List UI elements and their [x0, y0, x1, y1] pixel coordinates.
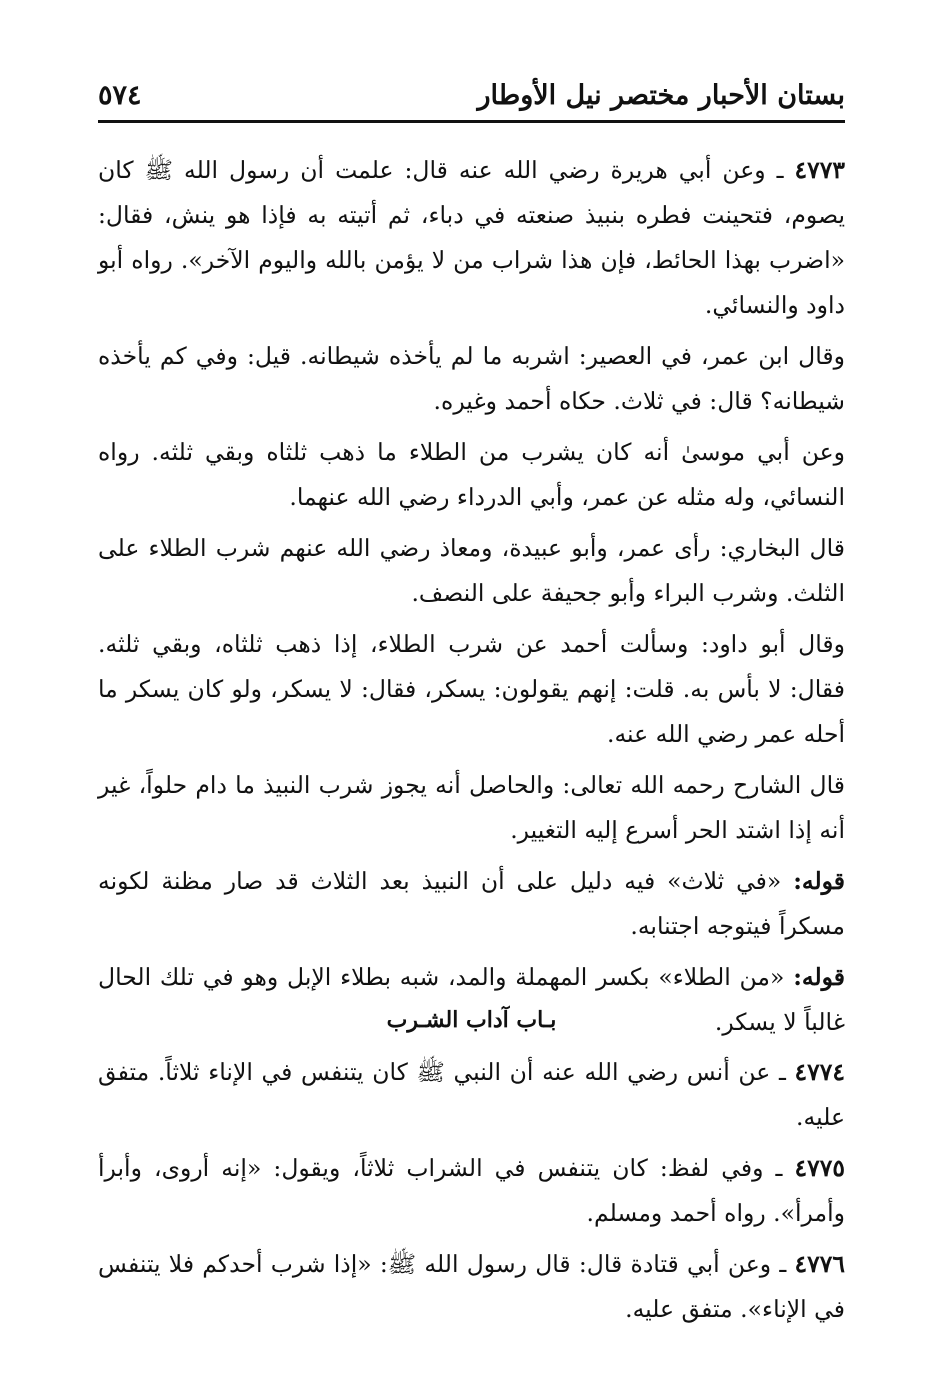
paragraph	[98, 430, 845, 520]
section-text	[98, 1050, 845, 1338]
hadith-paragraph	[98, 1242, 845, 1332]
paragraph-text: «من الطلاء» بكسر المهملة والمد، شبه بطلاء الإبل وهو في تلك الحال غالباً لا يسكر.	[98, 963, 845, 1036]
paragraph-text: ـ عن أنس رضي الله عنه أن النبي ﷺ كان يتنفس في الإناء ثلاثاً. متفق عليه.	[98, 1058, 845, 1131]
paragraph-text: وقال أبو داود: وسألت أحمد عن شرب الطلاء، إذا ذهب ثلثاه، وبقي ثلثه. فقال: لا بأس به. قلت: إنهم يقولون: يسكر، فقال: لا يسكر، ولو كان يسكر ما أحله عمر رضي الله عنه.	[98, 630, 845, 748]
paragraph-text: قال البخاري: رأى عمر، وأبو عبيدة، ومعاذ رضي الله عنهم شرب الطلاء على الثلث. وشرب البراء وأبو جحيفة على النصف.	[98, 534, 845, 607]
hadith-number: ٤٧٧٦	[794, 1250, 845, 1278]
main-text	[98, 148, 845, 1051]
hadith-paragraph	[98, 1146, 845, 1236]
running-header	[98, 72, 845, 123]
paragraph	[98, 334, 845, 424]
paragraph-text: وعن أبي موسىٰ أنه كان يشرب من الطلاء ما ذهب ثلثاه وبقي ثلثه. رواه النسائي، وله مثله عن عمر، وأبي الدرداء رضي الله عنهما.	[98, 438, 845, 511]
commentary-lead: قوله:	[793, 867, 845, 895]
paragraph-text: ـ وفي لفظ: كان يتنفس في الشراب ثلاثاً، ويقول: «إنه أروى، وأبرأ وأمرأ». رواه أحمد ومسلم.	[98, 1154, 845, 1227]
hadith-paragraph	[98, 148, 845, 328]
paragraph-text: ـ وعن أبي هريرة رضي الله عنه قال: علمت أن رسول الله ﷺ كان يصوم، فتحينت فطره بنبيذ صنعته في دباء، ثم أتيته به فإذا هو ينش، فقال: «اضرب بهذا الحائط، فإن هذا شراب من لا يؤمن بالله واليوم الآخر». رواه أبو داود والنسائي.	[98, 156, 845, 319]
paragraph-text: «في ثلاث» فيه دليل على أن النبيذ بعد الثلاث قد صار مظنة لكونه مسكراً فيتوجه اجتنابه.	[98, 867, 845, 940]
paragraph	[98, 526, 845, 616]
commentary-paragraph	[98, 859, 845, 949]
section-heading: بـاب آداب الشـرب	[386, 1007, 557, 1033]
hadith-number: ٤٧٧٤	[794, 1058, 845, 1086]
paragraph-text: قال الشارح رحمه الله تعالى: والحاصل أنه يجوز شرب النبيذ ما دام حلواً، غير أنه إذا اشتد الحر أسرع إليه التغيير.	[98, 771, 845, 844]
hadith-paragraph	[98, 1050, 845, 1140]
book-title: بستان الأحبار مختصر نيل الأوطار	[477, 80, 845, 111]
hadith-number: ٤٧٧٥	[794, 1154, 845, 1182]
commentary-lead: قوله:	[793, 963, 845, 991]
hadith-number: ٤٧٧٣	[794, 156, 845, 184]
paragraph	[98, 622, 845, 757]
paragraph	[98, 763, 845, 853]
page-number: ٥٧٤	[98, 80, 142, 111]
paragraph-text: ـ وعن أبي قتادة قال: قال رسول الله ﷺ: «إذا شرب أحدكم فلا يتنفس في الإناء». متفق عليه.	[98, 1250, 845, 1323]
paragraph-text: وقال ابن عمر، في العصير: اشربه ما لم يأخذه شيطانه. قيل: وفي كم يأخذه شيطانه؟ قال: في ثلاث. حكاه أحمد وغيره.	[98, 342, 845, 415]
